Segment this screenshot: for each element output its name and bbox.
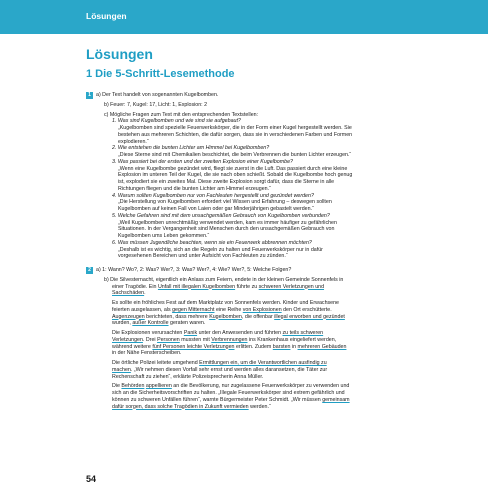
question-6: 6. Was müssen Jugendliche beachten, wenn sie ein Feuerwerk abbrennen möchten? [112, 239, 312, 246]
answer-4-line: Kugelbomben auf keinen Fall von Laien oder gar Minderjährigen gebastelt werden.“ [118, 206, 314, 212]
answer-2-line: „Diese Sterne sind mit Chemikalien beschichtet, die beim Verbrennen die bunten Lichter erzeugen.“ [118, 152, 352, 158]
paragraph-2: Es sollte ein fröhliches Fest auf dem Marktplatz von Sonnenfels werden. Kinder und Erwachsene [112, 300, 340, 306]
paragraph-3: Die Explosionen verursachten Panik unter den Anwesenden und führten zu teils schweren [112, 330, 324, 336]
answer-5-line: „Weil Kugelbomben unrechtmäßig verwendet werden, kam es immer häufiger zu gefährlichen [118, 219, 337, 226]
task-1-b: b) Feuer: 7, Kugel: 17, Licht: 1, Explosion: 2 [104, 101, 208, 108]
answer-1-line: explodieren.“ [118, 138, 149, 145]
answer-6-line: vorgesehenen Bereichen und unter Aufsicht von Fachleuten zu zünden.“ [118, 253, 288, 260]
question-1: 1. Was sind Kugelbomben und wie sind sie aufgebaut? [112, 118, 241, 125]
paragraph-5: sich an die Sicherheitsvorschriften zu halten. „Illegale Feuerwerkskörper sind extrem gefährlich und [112, 390, 345, 396]
content [86, 92, 474, 410]
answer-4-line: „Die Herstellung von Kugelbomben erfordert viel Wissen und Erfahrung – deswegen sollten [118, 199, 332, 206]
answer-1-line: bestehen aus mehreren Schichten, die dafür sorgen, dass sie in verschiedenen Farben und Formen [118, 131, 353, 138]
paragraph-3: in der Nähe Fensterscheiben. [112, 350, 182, 357]
paragraph-3: Verletzungen. Drei Personen mussten mit Verbrennungen ins Krankenhaus eingeliefert werden, [112, 336, 337, 343]
paragraph-5: Die Behörden appellieren an die Bevölkerung, nur zugelassene Feuerwerkskörper zu verwenden und [112, 383, 350, 390]
question-4: 4. Warum sollten Kugelbomben nur von Fachleuten hergestellt und gezündet werden? [112, 192, 314, 199]
page-title: Lösungen [86, 46, 153, 62]
task-2-b-intro: b) Die Silvesternacht, eigentlich ein Anlass zum Feiern, endete in der kleinen Gemeinde Sonnenfels in [104, 276, 344, 283]
section-title: 1 Die 5-Schritt-Lesemethode [86, 68, 235, 80]
paragraph-2: feierten ausgelassen, als gegen Mitternacht eine Reihe von Explosionen den Ort erschütterte. [112, 306, 332, 313]
question-3: 3. Was passiert bei der ersten und der zweiten Explosion einer Kugelbombe? [112, 158, 293, 165]
task-number-1: 1 [86, 92, 93, 99]
paragraph-4: Rechenschaft zu ziehen“, erklärte Polizeisprecherin Anna Müller. [112, 373, 264, 380]
paragraph-5: können zu schweren Unfällen führen“, warnte Bürgermeister Peter Schmidt. „Wir müssen gemeinsam [112, 396, 350, 403]
task-number-2: 2 [86, 267, 93, 274]
task-2-a: a) 1: Wann? Wo?, 2: Was? Wer?, 3: Was? Wer?, 4: Wie? Wer?, 5: Welche Folgen? [96, 267, 292, 273]
answer-3-line: Explosion im unteren Teil der Kugel, die sie nach oben schießt. Sobald die Kugelbombe hoch genug [118, 172, 353, 179]
paragraph-3: während weitere fünf Personen leichte Verletzungen erlitten. Zudem barsten in mehreren Gebäuden [112, 343, 347, 350]
paragraph-2: wurden, außer Kontrolle geraten waren. [112, 320, 206, 327]
question-2: 2. Wie entstehen die bunten Lichter am Himmel bei Kugelbomben? [112, 145, 270, 152]
answer-3-line: „Wenn eine Kugelbombe gezündet wird, fliegt sie zuerst in die Luft. Das passiert durch eine kleine [118, 165, 348, 172]
task-1 [86, 92, 474, 99]
paragraph-2: Augenzeugen berichteten, dass mehrere Kugelbomben, die offenbar illegal erworben und gezündet [112, 313, 345, 320]
page-header [0, 0, 488, 34]
answer-5-line: Situationen. In der Vergangenheit sind Menschen durch den unsachgemäßen Gebrauch von [118, 226, 335, 233]
task-1-c: c) Mögliche Fragen zum Text mit den entsprechenden Textstellen: [104, 111, 259, 118]
answer-3-line: ist, explodiert sie ein zweites Mal. Diese zweite Explosion sorgt dafür, dass die Sterne in alle [118, 179, 335, 185]
answer-6-line: „Deshalb ist es wichtig, sich an die Regeln zu halten und Feuerwerkskörper nur in dafür [118, 246, 323, 253]
task-1-a: a) Der Text handelt von sogenannten Kugelbomben. [96, 92, 219, 98]
paragraph-4: machen. „Wir nehmen diesen Vorfall sehr ernst und werden alles daransetzen, die Täter zur [112, 366, 328, 373]
answer-3-line: Richtungen fliegen und die bunten Lichter am Himmel erzeugen.“ [118, 185, 271, 192]
answer-5-line: Kugelbomben ums Leben gekommen.“ [118, 233, 210, 239]
task-2-b-intro: Sachschäden. [112, 290, 146, 297]
paragraph-5: dafür sorgen, dass solche Tragödien in Zukunft vermieden werden.“ [112, 403, 271, 410]
question-5: 5. Welche Gefahren sind mit dem unsachgemäßen Gebrauch von Kugelbomben verbunden? [112, 212, 330, 219]
paragraph-4: Die örtliche Polizei leitete umgehend Ermittlungen ein, um die Verantwortlichen ausfindig zu [112, 360, 327, 366]
page-number: 54 [86, 474, 97, 484]
answer-1-line: „Kugelbomben sind spezielle Feuerwerkskörper, die in der Form einer Kugel hergestellt werden. Sie [118, 125, 352, 131]
header-title: Lösungen [86, 11, 127, 21]
task-2 [86, 267, 474, 274]
task-2-b-intro: einer Tragödie. Ein Unfall mit illegalen Kugelbomben führte zu schweren Verletzungen und [112, 283, 325, 290]
